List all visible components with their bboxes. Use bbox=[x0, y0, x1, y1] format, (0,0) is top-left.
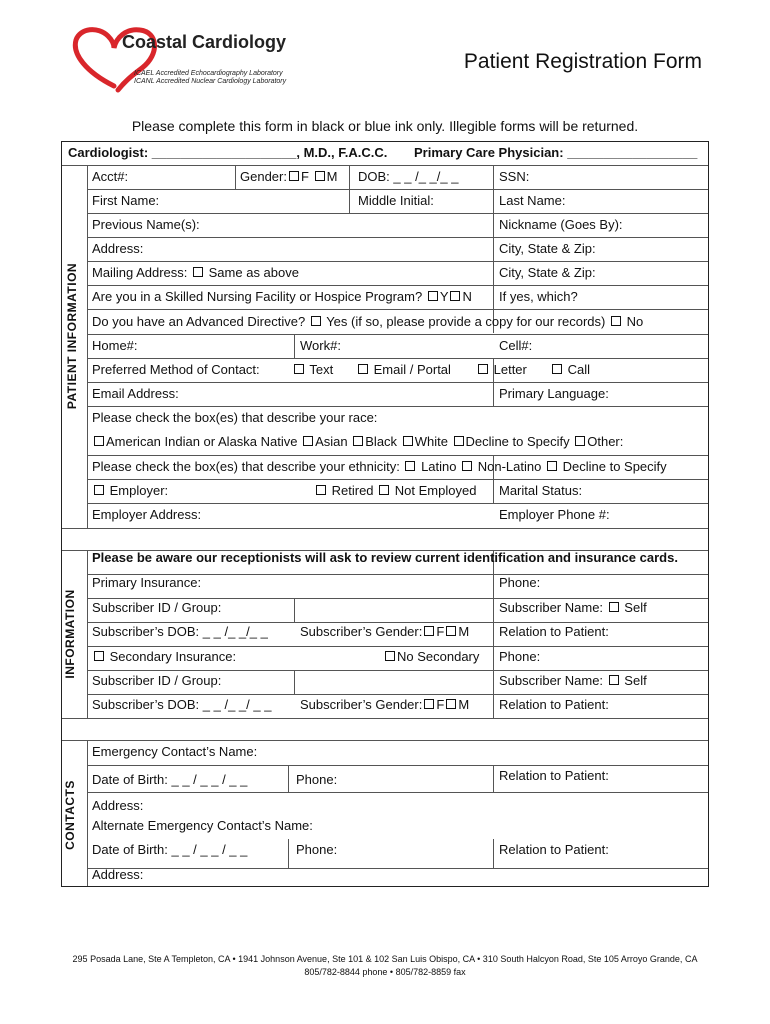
no-secondary-option[interactable]: No Secondary bbox=[383, 649, 479, 665]
secondary-insurance-checkbox[interactable] bbox=[94, 651, 104, 661]
ethnicity-nonlatino-checkbox[interactable] bbox=[462, 461, 472, 471]
marital-status-field[interactable]: Marital Status: bbox=[499, 483, 583, 498]
snf-no-checkbox[interactable] bbox=[450, 291, 460, 301]
employer-checkbox[interactable] bbox=[94, 485, 104, 495]
emergency-address-field[interactable]: Address: bbox=[92, 798, 144, 813]
ethnicity-latino-checkbox[interactable] bbox=[405, 461, 415, 471]
race-other-checkbox[interactable] bbox=[575, 436, 585, 446]
page-title: Patient Registration Form bbox=[463, 50, 702, 73]
last-name-field[interactable]: Last Name: bbox=[499, 193, 566, 208]
advance-no-checkbox[interactable] bbox=[611, 316, 621, 326]
acct-field[interactable]: Acct#: bbox=[92, 169, 129, 184]
sub-gender-f-checkbox[interactable] bbox=[424, 626, 434, 636]
alternate-contact-field[interactable]: Alternate Emergency Contact’s Name: bbox=[92, 818, 313, 833]
race-ai-checkbox[interactable] bbox=[94, 436, 104, 446]
gender-field: Gender: F M bbox=[240, 169, 338, 184]
relation-to-patient-field[interactable]: Relation to Patient: bbox=[499, 624, 609, 639]
call-checkbox[interactable] bbox=[552, 364, 562, 374]
employer-address-field[interactable]: Employer Address: bbox=[92, 507, 202, 522]
race-black-checkbox[interactable] bbox=[353, 436, 363, 446]
letter-checkbox[interactable] bbox=[478, 364, 488, 374]
previous-names-field[interactable]: Previous Name(s): bbox=[92, 217, 200, 232]
org-accreditation: ICAEL Accredited Echocardiography Laboratory ICANL Accredited Nuclear Cardiology Laboratory bbox=[134, 70, 287, 85]
emergency-dob-field[interactable]: Date of Birth: _ _ / _ _ / _ _ bbox=[92, 772, 248, 787]
alternate-dob-field[interactable]: Date of Birth: _ _ / _ _ / _ _ bbox=[92, 842, 248, 857]
instructions: Please complete this form in black or blue ink only. Illegible forms will be returned. bbox=[131, 118, 639, 134]
gender-f-checkbox[interactable] bbox=[289, 171, 299, 181]
advance-yes-checkbox[interactable] bbox=[311, 316, 321, 326]
race-asian-checkbox[interactable] bbox=[303, 436, 313, 446]
footer-phone: 805/782-8844 phone • 805/782-8859 fax bbox=[304, 967, 466, 977]
alternate-phone-field[interactable]: Phone: bbox=[296, 842, 338, 857]
secondary-relation-field[interactable]: Relation to Patient: bbox=[499, 697, 609, 712]
primary-care-physician-field[interactable]: Primary Care Physician: __________________ bbox=[414, 145, 698, 160]
ethnicity-question: Please check the box(es) that describe your ethnicity: Latino Non-Latino Decline to Specify bbox=[92, 459, 667, 474]
first-name-field[interactable]: First Name: bbox=[92, 193, 160, 208]
email-address-field[interactable]: Email Address: bbox=[92, 386, 179, 401]
secondary-subscriber-gender-field: Subscriber’s Gender: F M bbox=[300, 697, 470, 712]
alternate-address-field[interactable]: Address: bbox=[92, 867, 144, 882]
org-name: Coastal Cardiology bbox=[122, 32, 287, 52]
subscriber-dob-field[interactable]: Subscriber’s DOB: _ _ /_ _/_ _ bbox=[92, 624, 268, 639]
text-checkbox[interactable] bbox=[294, 364, 304, 374]
contact-letter-option[interactable]: Letter bbox=[476, 362, 527, 378]
same-as-above-checkbox[interactable] bbox=[193, 267, 203, 277]
dob-field[interactable]: DOB: _ _ /_ _/_ _ bbox=[358, 169, 459, 184]
section-label-contacts: CONTACTS bbox=[63, 780, 77, 850]
secondary-insurance-phone-field[interactable]: Phone: bbox=[499, 649, 541, 664]
insurance-notice: Please be aware our receptionists will ask to review current identification and insurance cards. bbox=[92, 550, 678, 565]
snf-yes-checkbox[interactable] bbox=[428, 291, 438, 301]
snf-question: Are you in a Skilled Nursing Facility or Hospice Program? Y N bbox=[92, 289, 472, 304]
emergency-relation-field[interactable]: Relation to Patient: bbox=[499, 768, 609, 783]
section-label-patient: PATIENT INFORMATION bbox=[65, 262, 79, 410]
race-white-checkbox[interactable] bbox=[403, 436, 413, 446]
emergency-contact-field[interactable]: Emergency Contact’s Name: bbox=[92, 744, 258, 759]
section-label-insurance: INFORMATION bbox=[63, 589, 77, 679]
home-phone-field[interactable]: Home#: bbox=[92, 338, 138, 353]
cell-phone-field[interactable]: Cell#: bbox=[499, 338, 533, 353]
contact-call-option[interactable]: Call bbox=[550, 362, 590, 378]
subscriber-self-checkbox[interactable] bbox=[609, 602, 619, 612]
retired-checkbox[interactable] bbox=[316, 485, 326, 495]
snf-which-field[interactable]: If yes, which? bbox=[499, 289, 578, 304]
city-state-zip-field[interactable]: City, State & Zip: bbox=[499, 241, 596, 256]
primary-insurance-phone-field[interactable]: Phone: bbox=[499, 575, 541, 590]
ssn-field[interactable]: SSN: bbox=[499, 169, 530, 184]
race-options: American Indian or Alaska Native Asian Black White Decline to Specify Other: bbox=[92, 434, 623, 450]
nickname-field[interactable]: Nickname (Goes By): bbox=[499, 217, 623, 232]
ethnicity-decline-checkbox[interactable] bbox=[547, 461, 557, 471]
email-portal-checkbox[interactable] bbox=[358, 364, 368, 374]
primary-insurance-field[interactable]: Primary Insurance: bbox=[92, 575, 202, 590]
secondary-insurance-field[interactable]: Secondary Insurance: bbox=[92, 649, 236, 665]
alternate-relation-field[interactable]: Relation to Patient: bbox=[499, 842, 609, 857]
secondary-self-checkbox[interactable] bbox=[609, 675, 619, 685]
contact-text-option[interactable]: Text bbox=[292, 362, 333, 378]
employment-status: Retired Not Employed bbox=[314, 483, 476, 499]
secondary-subscriber-name-field[interactable]: Subscriber Name: Self bbox=[499, 673, 647, 688]
cardiologist-field[interactable]: Cardiologist: ____________________, M.D., F.A.C.C. bbox=[68, 145, 388, 160]
employer-field[interactable]: Employer: bbox=[92, 483, 168, 499]
primary-language-field[interactable]: Primary Language: bbox=[499, 386, 609, 401]
secondary-subscriber-id-field[interactable]: Subscriber ID / Group: bbox=[92, 673, 222, 688]
middle-initial-field[interactable]: Middle Initial: bbox=[358, 193, 434, 208]
race-decline-checkbox[interactable] bbox=[454, 436, 464, 446]
sec-gender-m-checkbox[interactable] bbox=[446, 699, 456, 709]
race-question: Please check the box(es) that describe your race: bbox=[92, 410, 378, 425]
work-phone-field[interactable]: Work#: bbox=[300, 338, 341, 353]
subscriber-gender-field: Subscriber’s Gender: F M bbox=[300, 624, 470, 639]
not-employed-checkbox[interactable] bbox=[379, 485, 389, 495]
preferred-contact-label: Preferred Method of Contact: bbox=[92, 362, 260, 377]
subscriber-id-field[interactable]: Subscriber ID / Group: bbox=[92, 600, 222, 615]
footer-addresses: 295 Posada Lane, Ste A Templeton, CA • 1941 Johnson Avenue, Ste 101 & 102 San Luis Obispo, CA • 310 South Halcyon Road, Ste 105 Arroyo Grande, CA bbox=[72, 954, 698, 964]
sec-gender-f-checkbox[interactable] bbox=[424, 699, 434, 709]
emergency-phone-field[interactable]: Phone: bbox=[296, 772, 338, 787]
mailing-city-state-zip-field[interactable]: City, State & Zip: bbox=[499, 265, 596, 280]
no-secondary-checkbox[interactable] bbox=[385, 651, 395, 661]
secondary-subscriber-dob-field[interactable]: Subscriber’s DOB: _ _ /_ _/ _ _ bbox=[92, 697, 272, 712]
advance-directive-question: Do you have an Advanced Directive? Yes (if so, please provide a copy for our records) No bbox=[92, 314, 644, 329]
address-field[interactable]: Address: bbox=[92, 241, 144, 256]
subscriber-name-field[interactable]: Subscriber Name: Self bbox=[499, 600, 647, 615]
contact-email-option[interactable]: Email / Portal bbox=[356, 362, 451, 378]
gender-m-checkbox[interactable] bbox=[315, 171, 325, 181]
mailing-address-field[interactable]: Mailing Address: Same as above bbox=[92, 265, 299, 280]
employer-phone-field[interactable]: Employer Phone #: bbox=[499, 507, 610, 522]
sub-gender-m-checkbox[interactable] bbox=[446, 626, 456, 636]
